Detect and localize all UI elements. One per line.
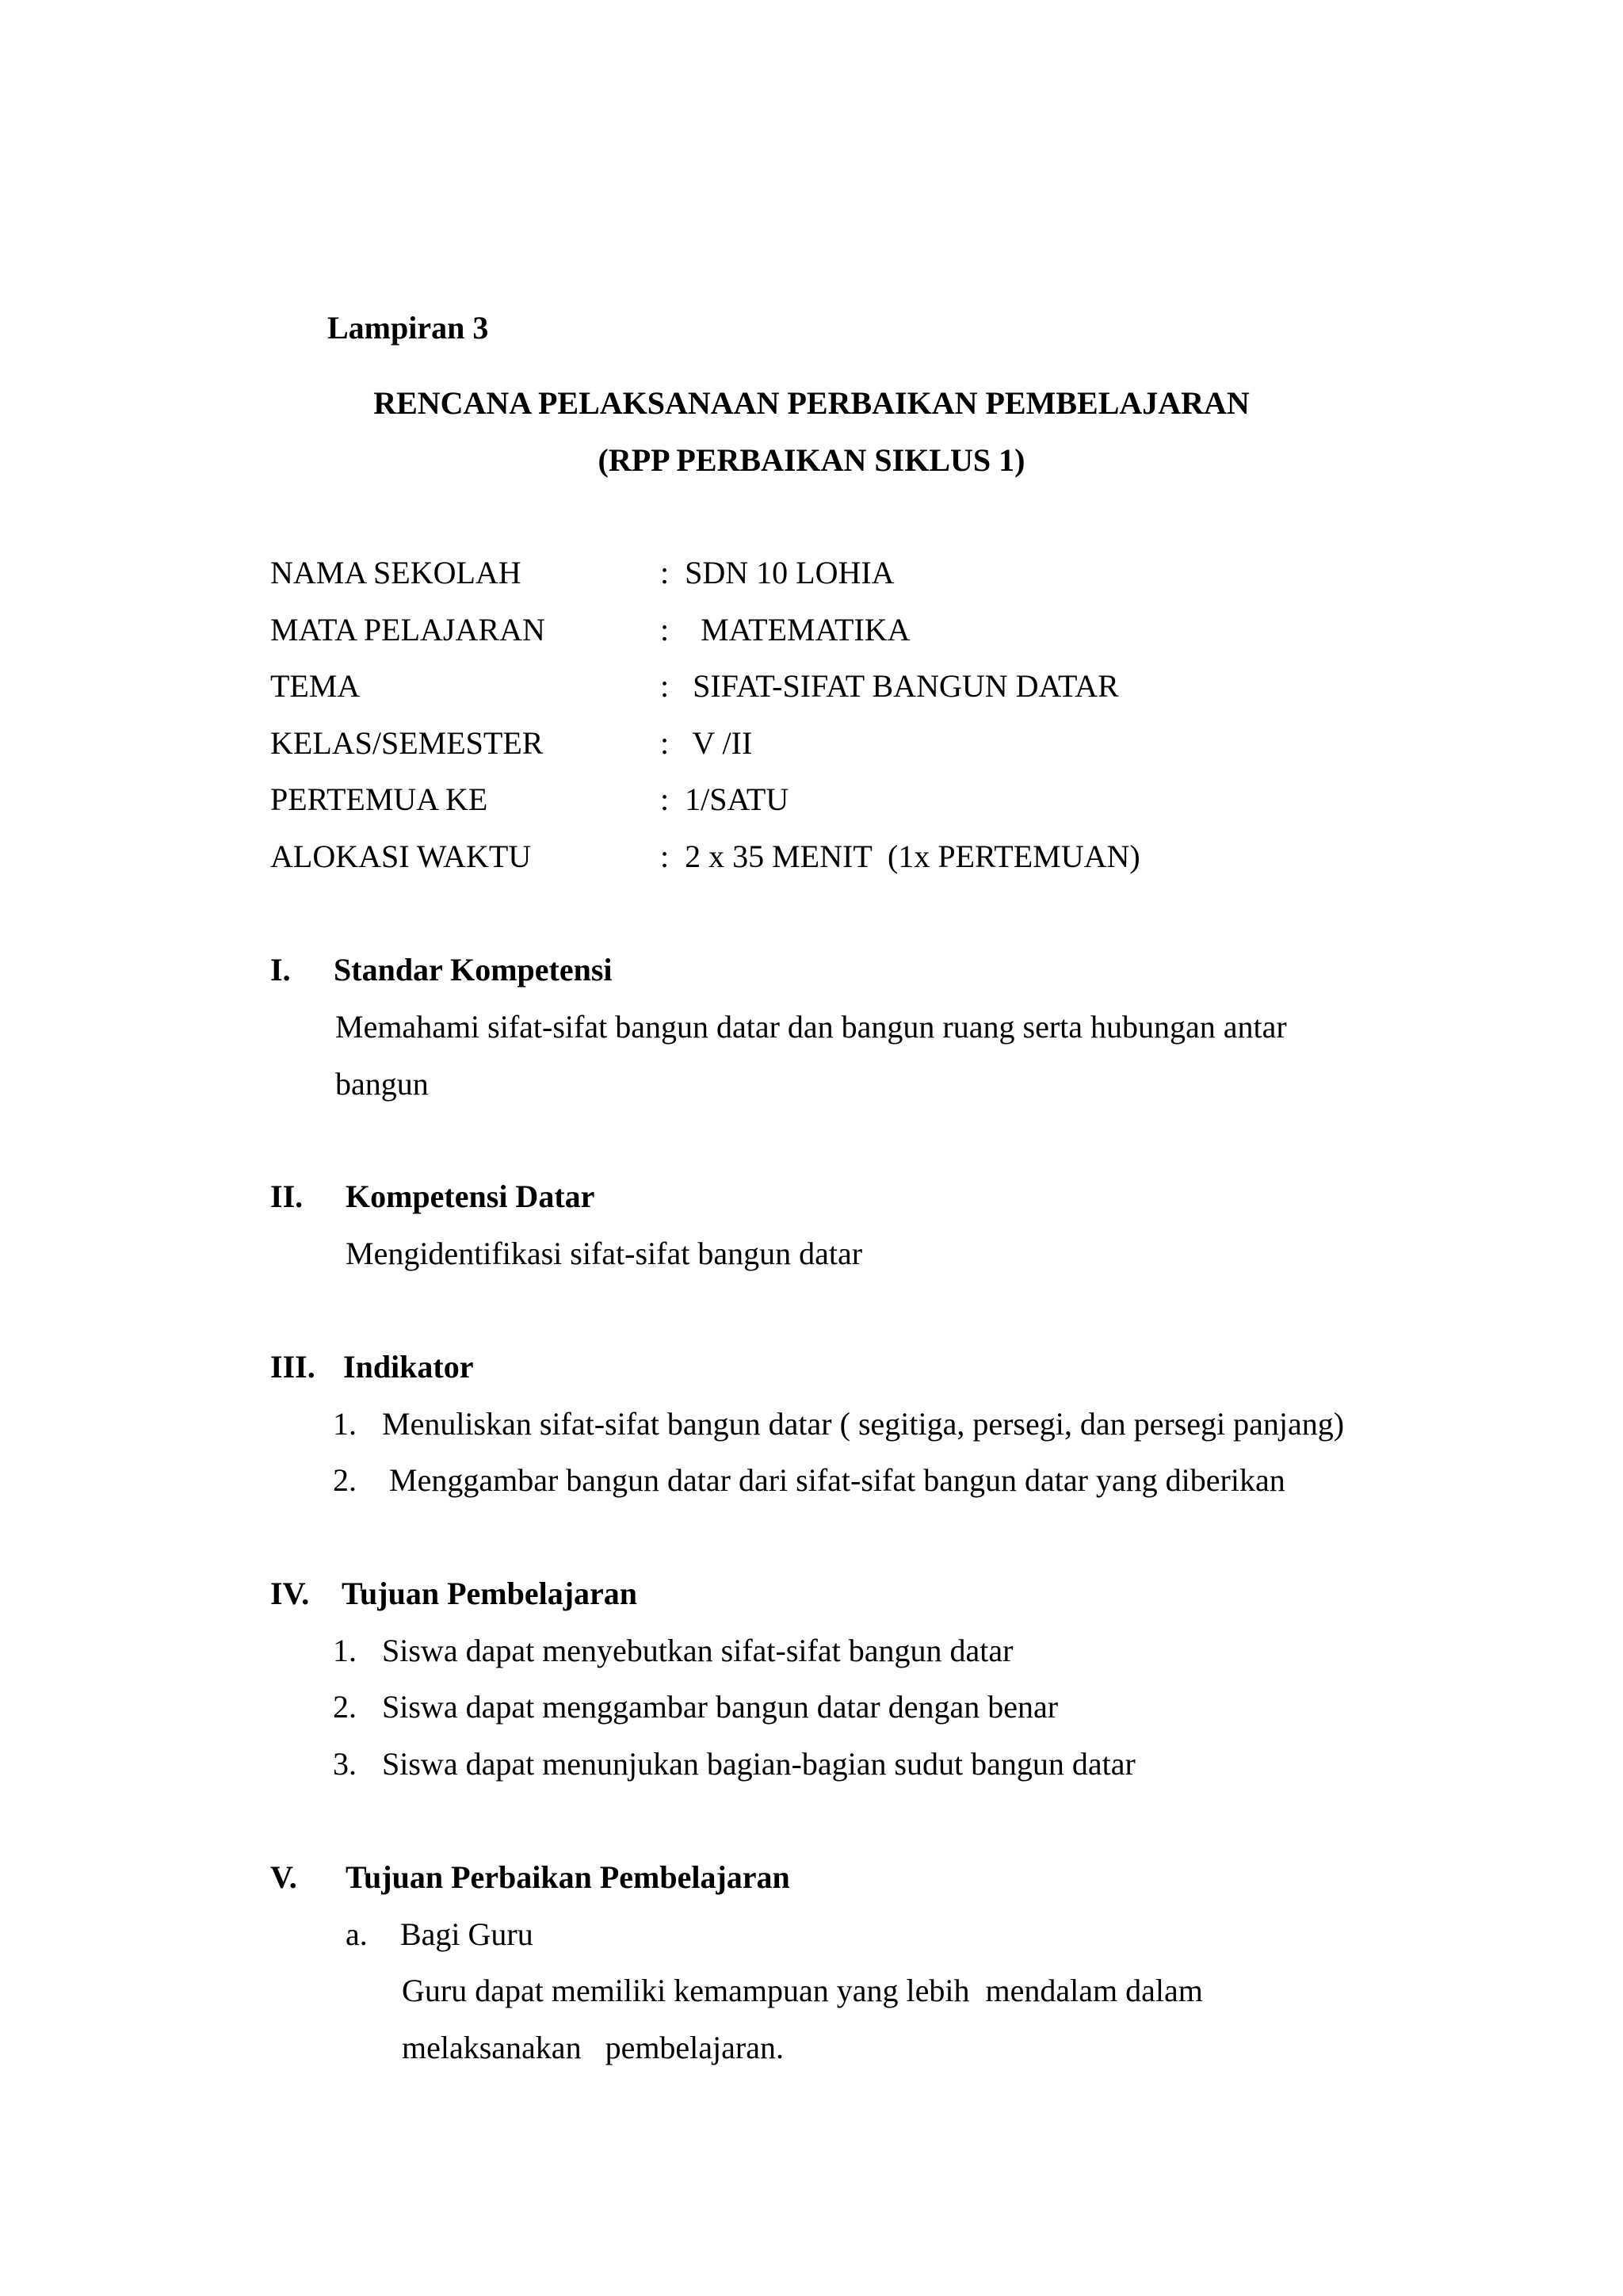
section-heading-kompetensi-datar: Kompetensi Datar <box>346 1179 595 1214</box>
sub-item-letter: a. <box>346 1916 368 1952</box>
section-heading-tujuan-pembelajaran: Tujuan Pembelajaran <box>342 1576 638 1611</box>
section-number-5: V. <box>270 1859 297 1895</box>
info-label-meeting: PERTEMUA KE <box>270 781 488 817</box>
list-item-number: 2. <box>333 1689 357 1725</box>
section-1-text-line-1: Memahami sifat-sifat bangun datar dan bangun ruang serta hubungan antar <box>335 1009 1287 1045</box>
list-item-text: Menuliskan sifat-sifat bangun datar ( segitiga, persegi, dan persegi panjang) <box>382 1406 1345 1442</box>
info-label-school: NAMA SEKOLAH <box>270 555 521 590</box>
section-heading-tujuan-perbaikan: Tujuan Perbaikan Pembelajaran <box>346 1859 790 1895</box>
info-value-theme: : SIFAT-SIFAT BANGUN DATAR <box>660 668 1119 704</box>
list-item-number: 1. <box>333 1633 357 1668</box>
list-item-text: Menggambar bangun datar dari sifat-sifat bangun datar yang diberikan <box>389 1462 1285 1498</box>
list-item-text: Siswa dapat menyebutkan sifat-sifat bangun datar <box>382 1633 1014 1668</box>
section-number-1: I. <box>270 952 291 988</box>
info-label-subject: MATA PELAJARAN <box>270 612 545 648</box>
section-2-text: Mengidentifikasi sifat-sifat bangun datar <box>346 1236 863 1271</box>
list-item-text: Siswa dapat menunjukan bagian-bagian sudut bangun datar <box>382 1746 1136 1782</box>
info-value-meeting: : 1/SATU <box>660 781 789 817</box>
sub-item-heading-bagi-guru: Bagi Guru <box>400 1916 533 1952</box>
attachment-label: Lampiran 3 <box>327 310 489 346</box>
list-item-number: 2. <box>333 1462 357 1498</box>
info-label-class-semester: KELAS/SEMESTER <box>270 725 544 761</box>
document-title: RENCANA PELAKSANAAN PERBAIKAN PEMBELAJARAN <box>373 385 1250 421</box>
section-number-3: III. <box>270 1349 315 1385</box>
info-value-time-allocation: : 2 x 35 MENIT (1x PERTEMUAN) <box>660 839 1140 874</box>
section-heading-standar-kompetensi: Standar Kompetensi <box>334 952 613 988</box>
section-1-text-line-2: bangun <box>335 1066 429 1102</box>
info-value-subject: : MATEMATIKA <box>660 612 911 648</box>
section-5-text-line-2: melaksanakan pembelajaran. <box>402 2030 784 2065</box>
section-heading-indikator: Indikator <box>343 1349 474 1385</box>
section-number-2: II. <box>270 1179 304 1214</box>
list-item-number: 1. <box>333 1406 357 1442</box>
section-number-4: IV. <box>270 1576 310 1611</box>
info-label-theme: TEMA <box>270 668 361 704</box>
document-subtitle: (RPP PERBAIKAN SIKLUS 1) <box>598 442 1025 478</box>
section-5-text-line-1: Guru dapat memiliki kemampuan yang lebih mendalam dalam <box>402 1973 1203 2008</box>
list-item-number: 3. <box>333 1746 357 1782</box>
info-value-school: : SDN 10 LOHIA <box>660 555 895 590</box>
list-item-text: Siswa dapat menggambar bangun datar dengan benar <box>382 1689 1059 1725</box>
info-label-time-allocation: ALOKASI WAKTU <box>270 839 532 874</box>
info-value-class-semester: : V /II <box>660 725 753 761</box>
